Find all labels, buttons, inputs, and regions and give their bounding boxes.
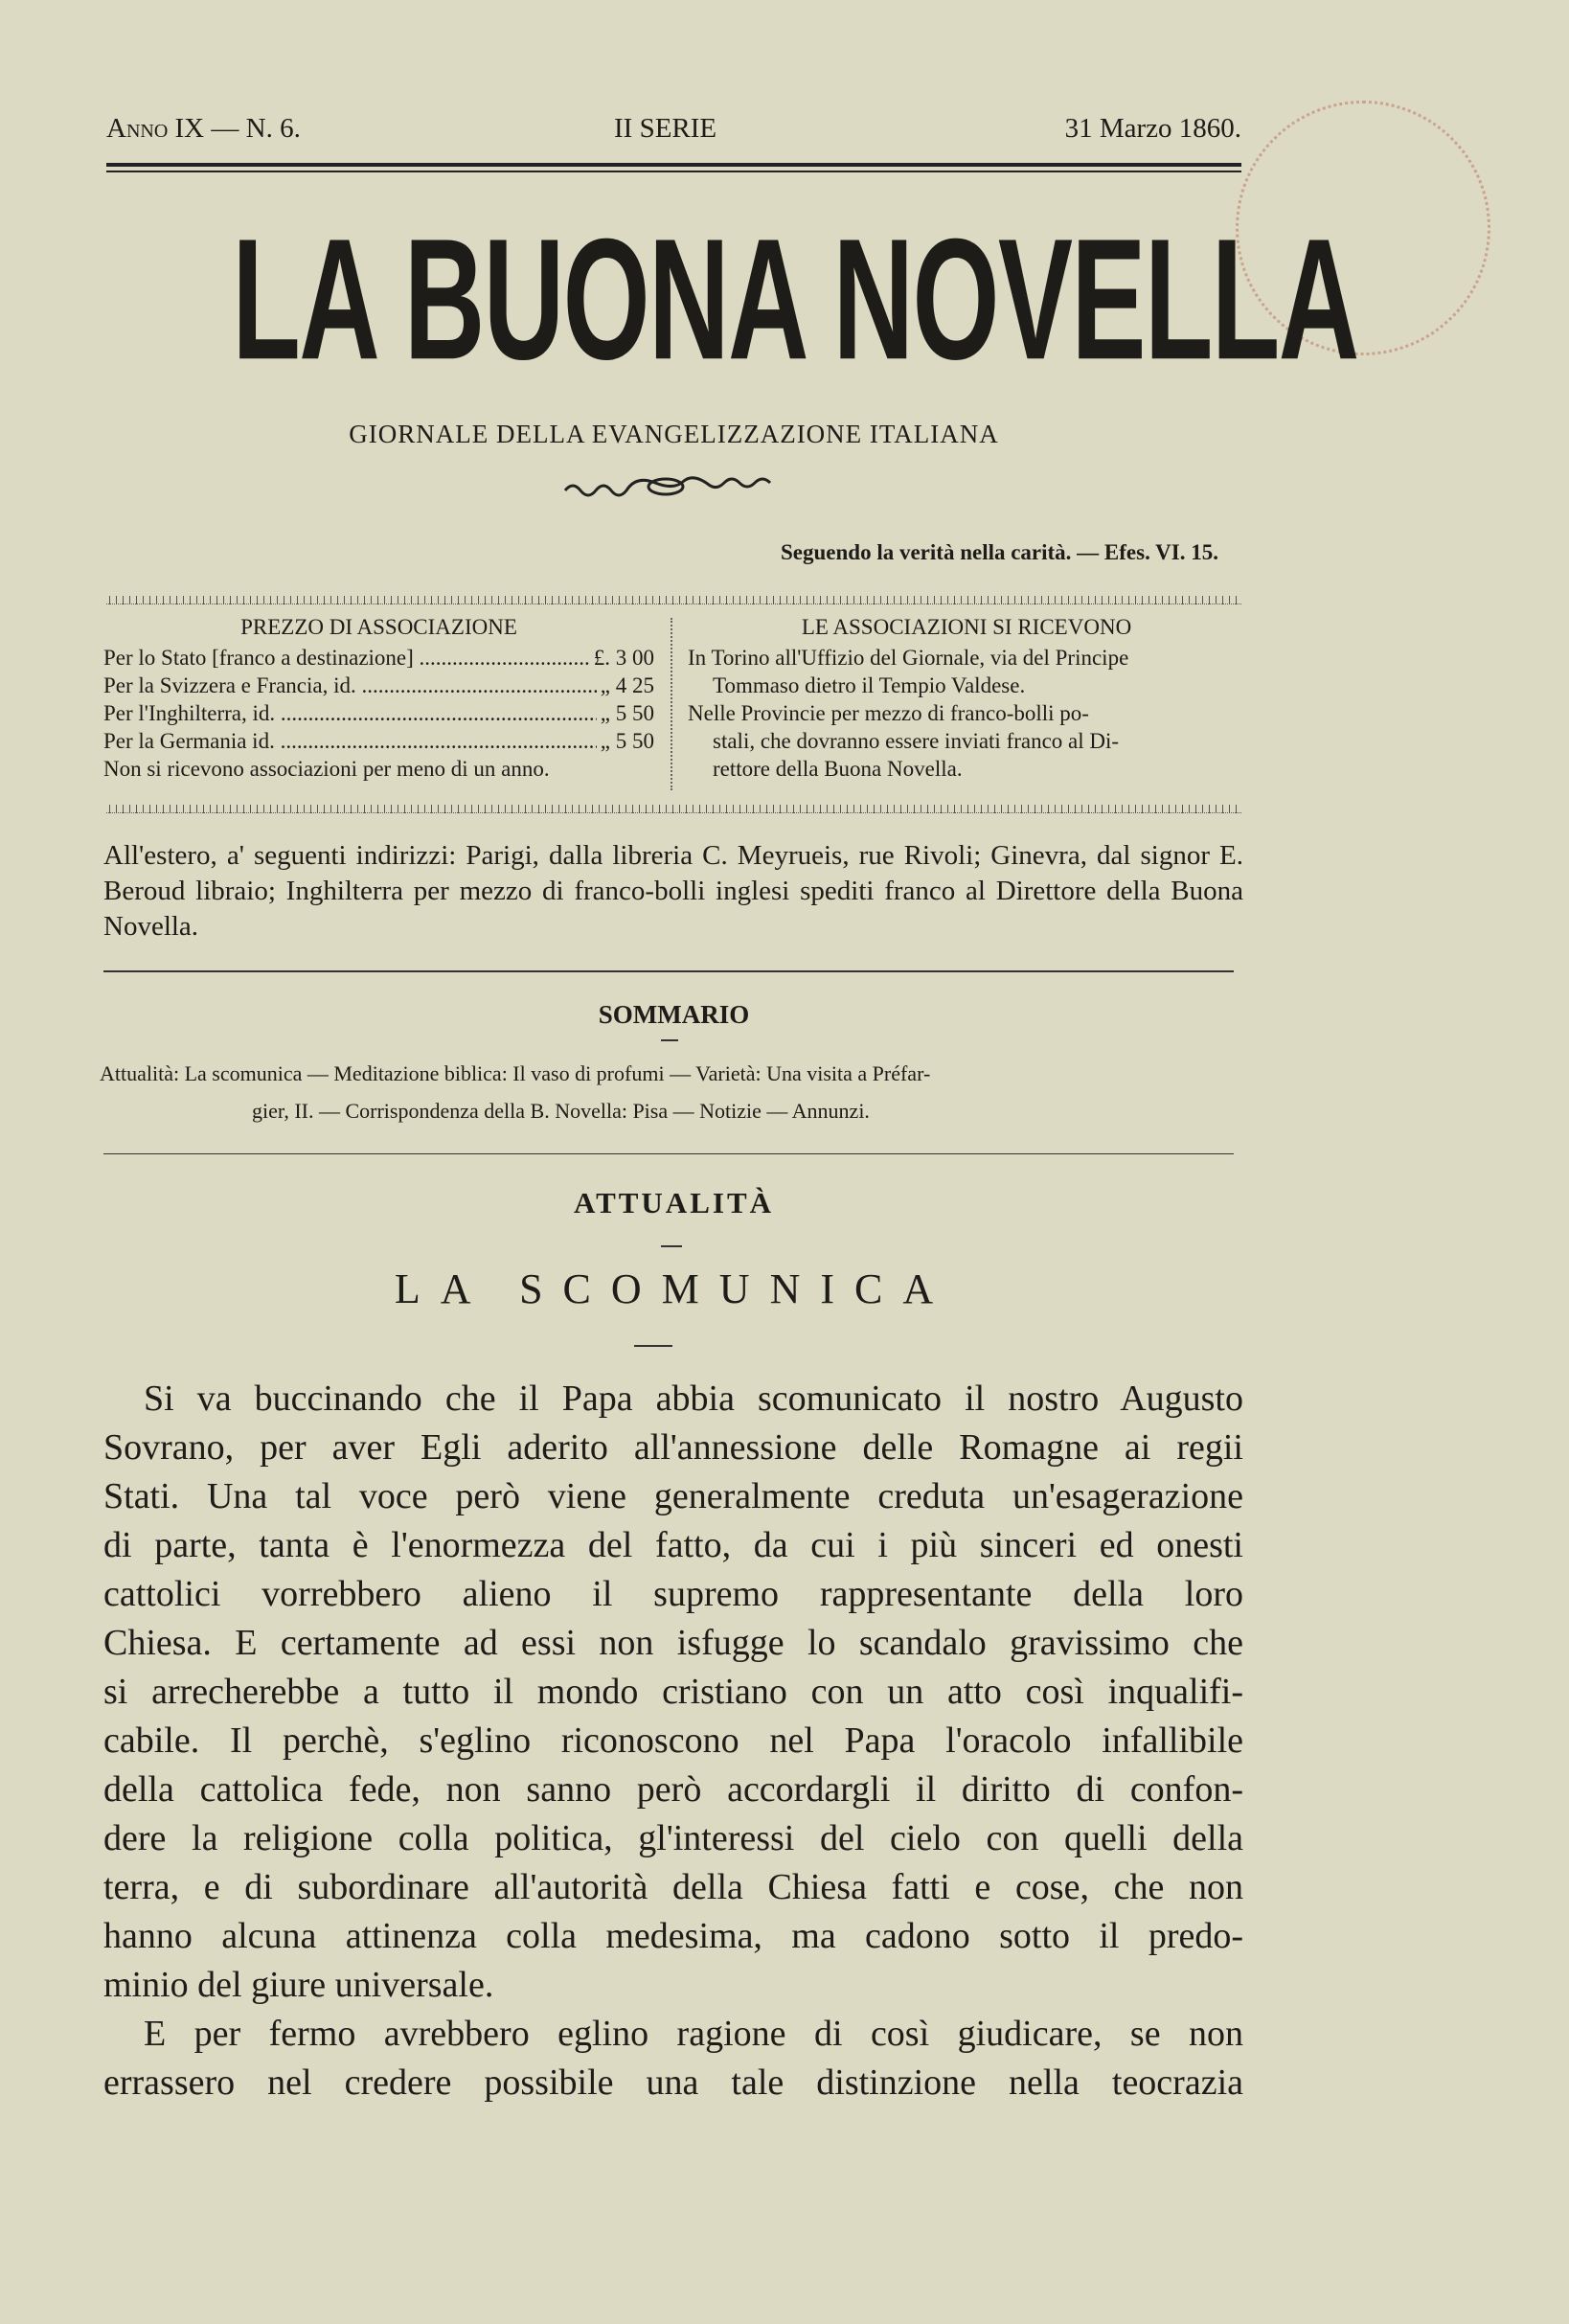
wavy-rule: [106, 596, 1241, 604]
abroad-notice: All'estero, a' seguenti indirizzi: Parigi, dalla libreria C. Meyrueis, rue Rivoli; Ginevra, dal signor E. Beroud libraio; Inghilterra per mezzo di franco-bolli inglesi spediti franco al Direttore della Buona Novella.: [103, 840, 1243, 942]
summary-heading: SOMMARIO: [598, 1000, 750, 1029]
series: II SERIE: [614, 113, 717, 144]
subscription-line: Tommaso dietro il Tempio Valdese.: [713, 673, 1026, 697]
text-line: Chiesa. E certamente ad essi non isfugge lo scandalo gravissimo che: [103, 1623, 1243, 1663]
price-row: Per lo Stato [franco a destinazione] ..... £. 3 00: [103, 644, 654, 672]
masthead-title: LA BUONA NOVELLA: [232, 202, 1358, 396]
text-line: Si va buccinando che il Papa abbia scomunicato il nostro Augusto: [144, 1378, 1243, 1419]
issue-header: [106, 113, 1241, 151]
price-list: [103, 613, 654, 783]
motto: Seguendo la verità nella carità. — Efes. VI. 15.: [781, 540, 1218, 564]
masthead-subtitle: GIORNALE DELLA EVANGELIZZAZIONE ITALIANA: [349, 420, 999, 448]
text-line: cattolici vorrebbero alieno il supremo rappresentante della loro: [103, 1574, 1243, 1614]
text-line: terra, e di subordinare all'autorità della Chiesa fatti e cose, che non: [103, 1867, 1243, 1907]
text-line: errassero nel credere possibile una tale distinzione nella teocrazia: [103, 2062, 1243, 2103]
price-row: Per la Svizzera e Francia, id. ..... „ 4 25: [103, 672, 654, 699]
horizontal-rule: [103, 970, 1234, 972]
subscription-heading: LE ASSOCIAZIONI SI RICEVONO: [801, 615, 1132, 639]
subscription-line: Nelle Provincie per mezzo di franco-bolli po-: [688, 701, 1089, 725]
subscription-line: rettore della Buona Novella.: [713, 757, 963, 781]
wavy-rule: [106, 805, 1241, 813]
subscription-line: In Torino all'Uffizio del Giornale, via del Principe: [688, 646, 1129, 670]
price-heading: PREZZO DI ASSOCIAZIONE: [240, 615, 517, 639]
text-line: dere la religione colla politica, gl'interessi del cielo con quelli della: [103, 1818, 1243, 1858]
text-line: cabile. Il perchè, s'eglino riconoscono nel Papa l'oracolo infallibile: [103, 1720, 1243, 1761]
text-line: della cattolica fede, non sanno però accordargli il diritto di confon-: [103, 1769, 1243, 1810]
issue-date: 31 Marzo 1860.: [1064, 113, 1241, 144]
subscription-info: [688, 613, 1245, 783]
text-line: minio del giure universale.: [103, 1965, 494, 2005]
text-line: E per fermo avrebbero eglino ragione di così giudicare, se non: [144, 2014, 1243, 2054]
short-rule: [661, 1245, 682, 1247]
price-note: Non si ricevono associazioni per meno di un anno.: [103, 757, 550, 781]
section-heading: ATTUALITÀ: [573, 1186, 775, 1219]
article-body: [103, 1375, 1243, 2108]
summary-line: Attualità: La scomunica — Meditazione biblica: Il vaso di profumi — Varietà: Una visita a Préfar-: [100, 1061, 931, 1085]
ornament-icon: [0, 473, 1341, 506]
text-line: Sovrano, per aver Egli aderito all'annessione delle Romagne ai regii: [103, 1427, 1243, 1468]
price-row: Per l'Inghilterra, id. ..... „ 5 50: [103, 699, 654, 727]
subscription-line: stali, che dovranno essere inviati franco al Di-: [713, 729, 1120, 753]
summary-line: gier, II. — Corrispondenza della B. Novella: Pisa — Notizie — Annunzi.: [252, 1099, 870, 1123]
short-rule: [661, 1039, 678, 1041]
text-line: si arrecherebbe a tutto il mondo cristiano con un atto così inqualifi-: [103, 1672, 1243, 1712]
horizontal-rule: [103, 1153, 1234, 1154]
issue-number: Anno IX — N. 6.: [106, 113, 301, 144]
column-divider: [671, 618, 672, 790]
short-rule: [634, 1345, 672, 1347]
price-row: Per la Germania id. ..... „ 5 50: [103, 727, 654, 755]
text-line: Stati. Una tal voce però viene generalmente creduta un'esagerazione: [103, 1476, 1243, 1516]
double-rule: [106, 163, 1241, 172]
text-line: hanno alcuna attinenza colla medesima, ma cadono sotto il predo-: [103, 1916, 1243, 1956]
article-title: LA SCOMUNICA: [394, 1265, 954, 1312]
text-line: di parte, tanta è l'enormezza del fatto, da cui i più sinceri ed onesti: [103, 1525, 1243, 1565]
